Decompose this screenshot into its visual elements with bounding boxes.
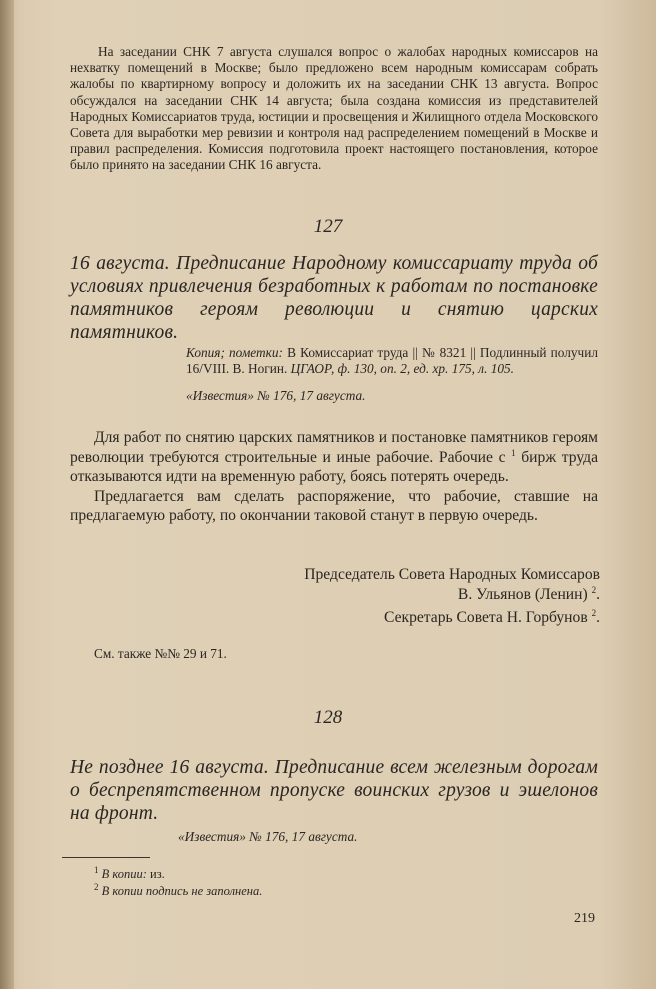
archive-reference: ЦГАОР, ф. 130, оп. 2, ед. хр. 175, л. 105. [290,361,515,376]
document-number-127: 127 [313,216,343,237]
document-heading-128: Не позднее 16 августа. Предписание всем железным дорогам о беспрепятственном пропуске воинских грузов и эшелонов на фронт. [70,757,598,824]
publication-128: «Известия» № 176, 17 августа. [178,829,358,844]
body-paragraph-1 [70,428,598,487]
footnotes [94,866,262,899]
source-label: Копия; пометки: [186,345,283,360]
body-paragraph-1-part-a: Для работ по снятию царских памятников и постановке памятников героям революции требуются строительные и иные рабочие. Рабочие с [70,429,598,466]
see-also-reference: См. также №№ 29 и 71. [94,646,227,661]
page-gutter [0,0,14,989]
intro-paragraph: На заседании СНК 7 августа слушался вопрос о жалобах народных комиссаров на нехватку помещений в Москве; было предложено всем народным комиссарам собрать жалобы по квартирному вопросу и доложить их на заседании СНК 13 августа. Вопрос обсуждался на заседании СНК 14 августа; была создана комиссия из представителей Народных Комиссариатов труда, юстиции и просвещения и Жилищного отдела Московского Совета для выработки мер ревизии и контроля над распределением помещений в Москве и правил распределения. Комиссия подготовила проект настоящего постановления, которое было принято на заседании СНК 16 августа. [70,44,598,173]
secretary-footnote-ref: 2 [591,607,597,618]
footnote-1-plain: из. [150,867,165,881]
page-number: 219 [574,911,595,926]
secretary-signature: Секретарь Совета Н. Горбунов $^2$. [383,607,600,626]
footnote-1-text: В копии: [101,867,147,881]
body-paragraph-1-part-b: бирж труда отказываются идти на временную работу, боясь потерять очередь. [70,448,598,485]
footnote-2-mark: 2 [94,881,99,892]
signature-footnote-ref: 2 [591,584,597,595]
footnote-divider [62,857,150,858]
footnote-2 [94,883,262,900]
document-number-128: 128 [313,707,343,728]
secretary-name: Секретарь Совета Н. Горбунов [383,609,588,626]
footnote-1 [94,866,262,883]
signature-title: Председатель Совета Народных Комиссаров [304,566,600,583]
body-paragraph-2: Предлагается вам сделать распоряжение, что рабочие, ставшие на предлагаемую работу, по окончании таковой станут в первую очередь. [70,487,598,524]
footnote-1-mark: 1 [94,864,99,875]
source-annotations: В Комиссариат труда || № 8321 || Подлинный получил 16/VIII. В. Ногин. [186,345,598,376]
signature-name: В. Ульянов (Ленин) [457,585,588,603]
footnote-2-text: В копии подпись не заполнена. [101,883,263,898]
document-body-127 [70,428,598,526]
signature-block: Председатель Совета Народных Комиссаров В. Ульянов (Ленин) $^2$. [304,566,600,603]
footnote-ref-1: 1 [511,447,516,458]
archival-source-127 [186,345,598,377]
document-heading-127: 16 августа. Предписание Народному комиссариату труда об условиях привлечения безработных к работам по постановке памятников героям революции и снятию царских памятников. [70,253,598,343]
publication-127: «Известия» № 176, 17 августа. [186,388,366,403]
